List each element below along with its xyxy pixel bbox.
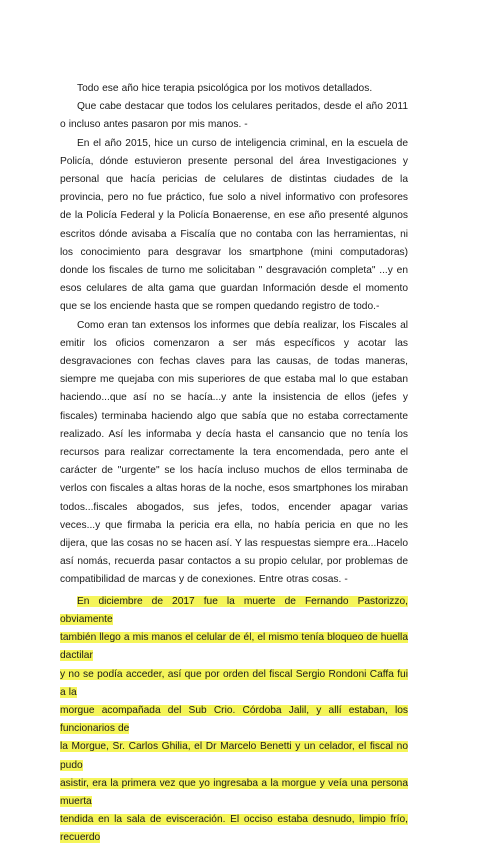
highlighted-line: también llego a mis manos el celular de él, el mismo tenía bloqueo de huella dactilar: [60, 632, 408, 662]
paragraph-phones: Que cabe destacar que todos los celulares peritados, desde el año 2011 o incluso antes pasaron por mis manos. -: [60, 101, 408, 131]
paragraph-course-2015: En el año 2015, hice un curso de inteligencia criminal, en la escuela de Policía, dónde estuvieron presente personal del área Investigaciones y personal que hacía pericias de celulares de distintas ciudades de la provincia, pero no fue práctico, fue solo a nivel informativo con profesores de la Policía Federal y la Policía Bonaerense, en ese año presenté algunos escritos dónde avisaba a Fiscalía que no contaba con las herramientas, ni los conocimiento para desgravar los smartphone (mini computadoras) donde los fiscales de turno me solicitaban " desgravación completa" ...y en esos celulares de alta gama que guardan Información desde el momento que se los enciende hasta que se rompen quedando registro de todo.-: [60, 137, 408, 313]
highlighted-line: tendida en la sala de evisceración. El occiso estaba desnudo, limpio frío, recuerdo: [60, 814, 408, 844]
highlighted-line: morgue acompañada del Sub Crio. Córdoba Jalil, y allí estaban, los funcionarios de: [60, 704, 408, 735]
paragraph-reports: Como eran tan extensos los informes que debía realizar, los Fiscales al emitir los oficios comenzaron a ser más específicos y acotar las desgravaciones con fechas claves para las causas, de todas maneras, siempre me quejaba con mis superiores de que estaba mal lo que estaban haciendo...que así no se hacía...y ante la insistencia de ellos (jefes y fiscales) terminaba haciendo algo que sabía que no estaba correctamente realizado. Así les informaba y decía hasta el cansancio que no tenía los recursos para realizar correctamente la tera encomendada, pero ante el carácter de "urgente" se los hacía incluso muchos de ellos terminaba de verlos con fiscales a altas horas de la noche, esos smartphones los miraban todos...fiscales abogados, sus jefes, todos, encender apagar varias veces...y que firmaba la pericia era ella, no había pericia en que no les dijera, que las cosas no se hacen así. Y las respuestas siempre era...Hacelo así nomás, recuerda pasar contactos a su propio celular, por problemas de compatibilidad de marcas y de conexiones. Entre otras cosas. -: [60, 319, 408, 586]
paragraph-therapy: Todo ese año hice terapia psicológica por los motivos detallados.: [77, 83, 373, 94]
highlighted-line: la Morgue, Sr. Carlos Ghilia, el Dr Marcelo Benetti y un celador, el fiscal no pudo: [60, 741, 408, 771]
highlighted-paragraph: [60, 593, 408, 848]
highlighted-line: y no se podía acceder, así que por orden del fiscal Sergio Rondoni Caffa fui a la: [60, 668, 408, 698]
highlighted-line: asistir, era la primera vez que yo ingresaba a la morgue y veía una persona muerta: [60, 777, 408, 807]
highlighted-line: En diciembre de 2017 fue la muerte de Fernando Pastorizzo, obviamente: [60, 595, 408, 625]
